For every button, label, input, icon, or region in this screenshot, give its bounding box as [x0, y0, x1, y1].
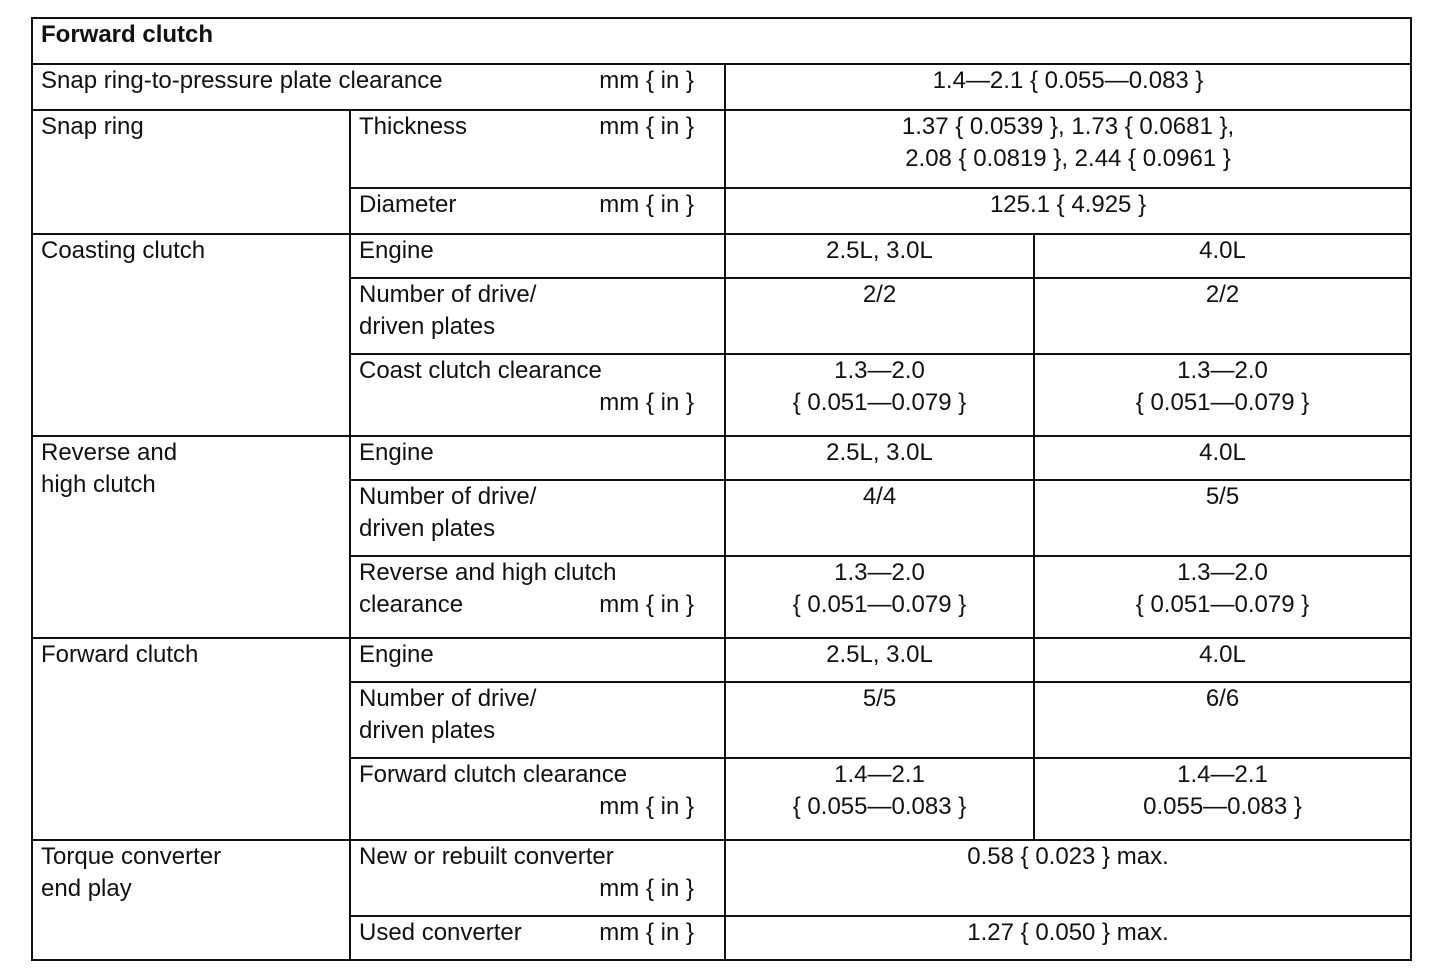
- plates-label-line2: driven plates: [359, 717, 496, 744]
- reverse-high-clearance-label-cell: [350, 556, 725, 638]
- coast-clearance-col2: [1034, 354, 1411, 436]
- used-converter-label: Used converter: [359, 919, 522, 946]
- coast-clearance-label: Coast clutch clearance: [359, 357, 602, 384]
- table-row: [32, 64, 1411, 110]
- engine-col2: 4.0L: [1034, 436, 1411, 480]
- table-row: [32, 840, 1411, 916]
- torque-converter-group-line2: end play: [41, 875, 132, 902]
- thickness-value-cell: [725, 110, 1411, 188]
- reverse-high-group-line1: Reverse and: [41, 439, 178, 466]
- thickness-value-line1: 1.37 { 0.0539 }, 1.73 { 0.0681 },: [901, 113, 1235, 140]
- reverse-high-clearance-col2: [1034, 556, 1411, 638]
- unit-label: mm { in }: [599, 389, 694, 416]
- plates-label-cell: [350, 480, 725, 556]
- forward-clearance-label-cell: [350, 758, 725, 840]
- plates-label-line1: Number of drive/: [359, 685, 537, 712]
- plates-label-line1: Number of drive/: [359, 483, 537, 510]
- engine-col1: 2.5L, 3.0L: [725, 638, 1034, 682]
- new-converter-label-cell: [350, 840, 725, 916]
- diameter-label: Diameter: [359, 191, 457, 218]
- plates-col1: 5/5: [725, 682, 1034, 758]
- unit-label: mm { in }: [599, 591, 694, 618]
- reverse-high-clearance-col2-line2: { 0.051—0.079 }: [1135, 591, 1310, 618]
- coast-clearance-col1-line2: { 0.051—0.079 }: [792, 389, 967, 416]
- engine-label: Engine: [350, 234, 725, 278]
- engine-col1: 2.5L, 3.0L: [725, 436, 1034, 480]
- snap-ring-clearance-value: 1.4—2.1 { 0.055—0.083 }: [725, 64, 1411, 110]
- plates-col1: 4/4: [725, 480, 1034, 556]
- forward-clearance-col1: [725, 758, 1034, 840]
- unit-label: mm { in }: [599, 191, 694, 218]
- reverse-high-clearance-col1: [725, 556, 1034, 638]
- forward-clearance-col1-line1: 1.4—2.1: [834, 761, 925, 788]
- reverse-high-clutch-group-label: [32, 436, 350, 638]
- thickness-label-cell: [350, 110, 725, 188]
- plates-label-cell: [350, 682, 725, 758]
- forward-clearance-col1-line2: { 0.055—0.083 }: [792, 793, 967, 820]
- reverse-high-clearance-label-line2-wrap: [359, 589, 716, 621]
- engine-label: Engine: [350, 436, 725, 480]
- table-row: [32, 436, 1411, 480]
- unit-label: mm { in }: [599, 793, 694, 820]
- diameter-label-cell: [350, 188, 725, 234]
- used-converter-label-cell: [350, 916, 725, 960]
- reverse-high-clearance-col2-line1: 1.3—2.0: [1177, 559, 1268, 586]
- unit-label: mm { in }: [599, 875, 694, 902]
- forward-clearance-col2-line2: 0.055—0.083 }: [1143, 793, 1302, 820]
- snap-ring-clearance-label: Snap ring-to-pressure plate clearance: [41, 67, 443, 94]
- unit-label: mm { in }: [599, 113, 694, 140]
- torque-converter-group-label: [32, 840, 350, 960]
- reverse-high-clearance-label-line2: clearance: [359, 591, 464, 618]
- reverse-high-group-line2: high clutch: [41, 471, 156, 498]
- coasting-clutch-group-label: Coasting clutch: [32, 234, 350, 436]
- diameter-value: 125.1 { 4.925 }: [725, 188, 1411, 234]
- used-converter-value: 1.27 { 0.050 } max.: [725, 916, 1411, 960]
- thickness-label: Thickness: [359, 113, 468, 140]
- plates-label-line2: driven plates: [359, 515, 496, 542]
- engine-label: Engine: [350, 638, 725, 682]
- forward-clearance-col2-line1: 1.4—2.1: [1177, 761, 1268, 788]
- engine-col2: 4.0L: [1034, 234, 1411, 278]
- thickness-value-line2: 2.08 { 0.0819 }, 2.44 { 0.0961 }: [905, 145, 1231, 172]
- snap-ring-clearance-label-cell: [32, 64, 725, 110]
- forward-clearance-label: Forward clutch clearance: [359, 761, 628, 788]
- coast-clearance-col2-line2: { 0.051—0.079 }: [1135, 389, 1310, 416]
- forward-clutch-group-label: Forward clutch: [32, 638, 350, 840]
- reverse-high-clearance-col1-line1: 1.3—2.0: [834, 559, 925, 586]
- unit-label: mm { in }: [599, 919, 694, 946]
- coast-clearance-label-cell: [350, 354, 725, 436]
- reverse-high-clearance-col1-line2: { 0.051—0.079 }: [792, 591, 967, 618]
- unit-label: mm { in }: [599, 67, 694, 94]
- coast-clearance-col1-line1: 1.3—2.0: [834, 357, 925, 384]
- plates-col2: 6/6: [1034, 682, 1411, 758]
- table-row: [32, 234, 1411, 278]
- coast-clearance-col1: [725, 354, 1034, 436]
- title-row: [32, 18, 1411, 64]
- engine-col1: 2.5L, 3.0L: [725, 234, 1034, 278]
- table-row: [32, 110, 1411, 188]
- new-converter-value: 0.58 { 0.023 } max.: [725, 840, 1411, 916]
- plates-label-line2: driven plates: [359, 313, 496, 340]
- new-converter-label: New or rebuilt converter: [359, 843, 614, 870]
- snap-ring-group-label: Snap ring: [32, 110, 350, 234]
- plates-label-line1: Number of drive/: [359, 281, 537, 308]
- plates-col1: 2/2: [725, 278, 1034, 354]
- engine-col2: 4.0L: [1034, 638, 1411, 682]
- plates-label-cell: [350, 278, 725, 354]
- forward-clutch-spec-table: [31, 17, 1412, 961]
- table-row: [32, 638, 1411, 682]
- plates-col2: 5/5: [1034, 480, 1411, 556]
- reverse-high-clearance-label-line1: Reverse and high clutch: [359, 559, 617, 586]
- torque-converter-group-line1: Torque converter: [41, 843, 222, 870]
- table-title: Forward clutch: [32, 18, 1411, 64]
- coast-clearance-col2-line1: 1.3—2.0: [1177, 357, 1268, 384]
- forward-clearance-col2: [1034, 758, 1411, 840]
- plates-col2: 2/2: [1034, 278, 1411, 354]
